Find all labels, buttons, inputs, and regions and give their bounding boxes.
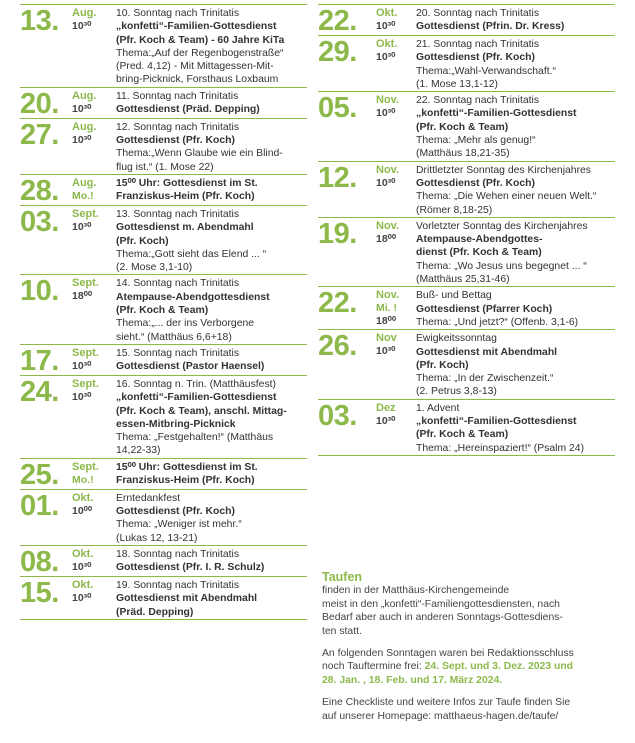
- service-day: 28.: [20, 174, 59, 207]
- service-month: Sept.: [72, 346, 99, 359]
- service-line: Gottesdienst (Pfr. I. R. Schulz): [116, 562, 265, 574]
- service-time: 10³⁰: [72, 359, 92, 372]
- service-line: Thema:„Wenn Glaube wie ein Blind-: [116, 148, 283, 160]
- service-time: 10³⁰: [72, 560, 92, 573]
- p1-line-2: meist in den „konfetti“-Familiengottesdiensten, nach: [322, 598, 560, 610]
- service-line: 15. Sonntag nach Trinitatis: [116, 347, 240, 359]
- service-time: 10³⁰: [376, 51, 396, 63]
- service-description: [116, 378, 307, 458]
- service-line: dienst (Pfr. Koch & Team): [416, 247, 542, 259]
- service-month: Sept.: [72, 277, 99, 290]
- service-line: (Römer 8,18-25): [416, 204, 493, 216]
- service-day: 08.: [20, 545, 59, 578]
- service-line: Thema: „In der Zwischenzeit.“: [416, 373, 554, 385]
- service-line: Gottesdienst (Pastor Haensel): [116, 361, 265, 373]
- service-month: Aug.: [72, 120, 97, 133]
- service-month: Okt.: [72, 491, 94, 504]
- service-time: 10³⁰: [376, 345, 396, 358]
- service-line: Atempause-Abendgottes-: [416, 234, 543, 246]
- service-description: [116, 461, 307, 489]
- service-line: Gottesdienst mit Abendmahl: [116, 593, 258, 605]
- service-month-time: [72, 208, 116, 274]
- service-line: „konfetti“-Familien-Gottesdienst: [116, 392, 277, 404]
- service-time: 10³⁰: [376, 414, 396, 427]
- service-line: 15⁰⁰ Uhr: Gottesdienst im St.: [116, 461, 258, 473]
- service-description: [116, 208, 307, 274]
- service-entry: [20, 545, 307, 576]
- service-time: Mo.!: [72, 189, 94, 202]
- service-day: 10.: [20, 275, 59, 308]
- service-entry: [318, 217, 615, 286]
- service-line: (Matthäus 25,31-46): [416, 274, 510, 286]
- service-line: (Lukas 12, 13-21): [116, 532, 198, 544]
- service-line: 16. Sonntag n. Trin. (Matthäusfest): [116, 378, 276, 390]
- service-time: 10⁰⁰: [72, 504, 93, 517]
- service-month: Nov.: [376, 289, 400, 302]
- service-day: 15.: [20, 576, 59, 609]
- service-time: 10³⁰: [72, 20, 92, 32]
- p2-line-2a: noch Tauftermine frei:: [322, 661, 425, 673]
- service-month: Aug.: [72, 176, 97, 189]
- p2-line-1: An folgenden Sonntagen waren bei Redaktionsschluss: [322, 648, 574, 660]
- service-line: Thema: „Wo Jesus uns begegnet ... “: [416, 260, 587, 272]
- service-line: Buß- und Bettag: [416, 290, 492, 302]
- service-line: Gottesdienst m. Abendmahl: [116, 222, 254, 234]
- service-month: Okt.: [376, 38, 398, 50]
- service-day: 24.: [20, 375, 59, 408]
- service-line: Gottesdienst (Präd. Depping): [116, 104, 260, 116]
- service-line: (Pfr. Koch): [116, 235, 169, 247]
- service-day: 19.: [318, 217, 357, 250]
- service-month-time: [376, 38, 416, 91]
- service-entry: [20, 375, 307, 458]
- service-day: 17.: [20, 344, 59, 377]
- service-line: 1. Advent: [416, 402, 460, 414]
- service-month: Okt.: [72, 578, 94, 591]
- service-month-time: [72, 548, 116, 576]
- service-line: Gottesdienst (Pfarrer Koch): [416, 303, 553, 315]
- service-time: 10³⁰: [72, 220, 92, 233]
- service-line: 21. Sonntag nach Trinitatis: [416, 39, 540, 50]
- service-day: 29.: [318, 36, 357, 68]
- left-column: [20, 4, 307, 620]
- p2-line-3: 28. Jan. , 18. Feb. und 17. März 2024.: [322, 674, 503, 686]
- service-line: (Pfr. Koch): [416, 359, 469, 371]
- service-time: 10³⁰: [376, 176, 396, 189]
- service-month: Nov.: [376, 219, 400, 232]
- service-line: 19. Sonntag nach Trinitatis: [116, 579, 240, 591]
- service-day: 01.: [20, 489, 59, 522]
- service-entry: [318, 286, 615, 329]
- service-description: [416, 289, 615, 329]
- service-line: Thema: „Und jetzt?“ (Offenb. 3,1-6): [416, 316, 579, 328]
- service-month: Sept.: [72, 377, 99, 390]
- service-line: 10. Sonntag nach Trinitatis: [116, 8, 240, 19]
- service-description: [416, 220, 615, 286]
- service-time: 18⁰⁰: [72, 290, 93, 303]
- service-description: [116, 177, 307, 205]
- service-line: Gottesdienst (Pfrin. Dr. Kress): [416, 21, 565, 33]
- service-description: [116, 277, 307, 343]
- service-line: Atempause-Abendgottesdienst: [116, 291, 270, 303]
- service-line: Thema:„Gott sieht das Elend ... “: [116, 248, 267, 260]
- service-entry: [318, 91, 615, 160]
- service-month-time: [72, 347, 116, 375]
- service-month-time: [376, 402, 416, 455]
- service-day: 22.: [318, 287, 357, 320]
- p3-line-1: Eine Checkliste und weitere Infos zur Taufe finden Sie: [322, 697, 571, 709]
- service-line: Thema:„Auf der Regenbogenstraße“: [116, 47, 284, 59]
- service-line: 14,22-33): [116, 445, 161, 457]
- service-line: Thema: „Festgehalten!“ (Matthäus: [116, 432, 274, 444]
- service-line: (2. Petrus 3,8-13): [416, 386, 497, 398]
- service-time: 18⁰⁰: [376, 232, 397, 245]
- service-month-time: [376, 220, 416, 286]
- service-entry: [318, 161, 615, 217]
- service-description: [416, 164, 615, 217]
- service-entry: [20, 4, 307, 87]
- service-description: [116, 548, 307, 576]
- service-month-time: [376, 332, 416, 398]
- service-line: Thema: „Weniger ist mehr.“: [116, 519, 242, 531]
- service-month-time: [72, 7, 116, 87]
- service-description: [116, 347, 307, 375]
- service-description: [116, 121, 307, 174]
- service-line: (Präd. Depping): [116, 606, 194, 618]
- service-month: Aug.: [72, 89, 97, 102]
- service-description: [416, 7, 615, 35]
- service-line: (2. Mose 3,1-10): [116, 262, 193, 274]
- service-line: (Pfr. Koch & Team): [116, 305, 209, 317]
- service-line: 12. Sonntag nach Trinitatis: [116, 121, 240, 133]
- service-month-time: [72, 579, 116, 619]
- service-time-2: 18⁰⁰: [376, 315, 397, 328]
- service-day: 03.: [318, 399, 357, 432]
- service-month-time: [376, 7, 416, 35]
- service-line: 15⁰⁰ Uhr: Gottesdienst im St.: [116, 177, 258, 189]
- service-description: [116, 90, 307, 118]
- service-month-time: [72, 378, 116, 458]
- service-month: Aug.: [72, 7, 97, 19]
- service-month: Nov.: [376, 94, 400, 107]
- service-entry: [20, 344, 307, 375]
- service-line: essen-Mitbring-Picknick: [116, 418, 236, 430]
- p1-line-3: Bedarf aber auch in anderen Sonntags-Gottesdiens-: [322, 612, 563, 624]
- service-entry: [20, 87, 307, 118]
- service-line: 22. Sonntag nach Trinitatis: [416, 95, 540, 107]
- service-line: „konfetti“-Familien-Gottesdienst: [416, 108, 577, 120]
- service-entry: [20, 174, 307, 205]
- service-entry: [20, 205, 307, 274]
- p1-line-4: ten statt.: [322, 625, 362, 637]
- service-day: 27.: [20, 118, 59, 151]
- service-day: 13.: [20, 5, 59, 37]
- service-line: (Pfr. Koch & Team) - 60 Jahre KiTa: [116, 34, 285, 46]
- service-day: 03.: [20, 205, 59, 238]
- baptism-info: [322, 571, 614, 732]
- service-month-time: [72, 177, 116, 205]
- service-month-time: [72, 90, 116, 118]
- service-line: Drittletzter Sonntag des Kirchenjahres: [416, 164, 591, 176]
- service-line: bring-Picknick, Forsthaus Loxbaum: [116, 74, 279, 86]
- service-month-time: [72, 121, 116, 174]
- baptism-paragraph-1: [322, 571, 614, 638]
- service-line: Thema:„Wahl-Verwandschaft.“: [416, 65, 556, 77]
- service-month-time: [72, 277, 116, 343]
- service-time: 10³⁰: [72, 390, 92, 403]
- service-entry: [20, 489, 307, 545]
- service-day: 20.: [20, 87, 59, 120]
- service-line: 18. Sonntag nach Trinitatis: [116, 548, 240, 560]
- service-day: 25.: [20, 458, 59, 491]
- service-line: Vorletzter Sonntag des Kirchenjahres: [416, 220, 588, 232]
- service-time: 10³⁰: [72, 591, 92, 604]
- service-entry: [20, 458, 307, 489]
- service-time: 10³⁰: [72, 133, 92, 146]
- service-description: [116, 579, 307, 619]
- service-line: flug ist.“ (1. Mose 22): [116, 161, 214, 173]
- service-description: [416, 94, 615, 160]
- service-description: [416, 38, 615, 91]
- service-description: [116, 7, 307, 87]
- service-line: Franziskus-Heim (Pfr. Koch): [116, 191, 255, 203]
- service-month-time: [376, 289, 416, 329]
- service-month: Okt.: [376, 7, 398, 19]
- baptism-paragraph-3: [322, 696, 614, 723]
- service-month: Nov.: [376, 163, 400, 176]
- service-entry: [20, 118, 307, 174]
- service-line: Ewigkeitssonntag: [416, 333, 497, 345]
- service-time: Mo.!: [72, 473, 94, 486]
- right-column: [318, 4, 615, 456]
- service-day: 22.: [318, 5, 357, 37]
- service-description: [116, 492, 307, 545]
- service-line: (1. Mose 13,1-12): [416, 78, 499, 90]
- service-line: (Matthäus 18,21-35): [416, 148, 510, 160]
- service-time: 10³⁰: [376, 107, 396, 120]
- service-time: Mi. !: [376, 302, 397, 315]
- service-line: Gottesdienst (Pfr. Koch): [116, 135, 235, 147]
- service-time: 10³⁰: [72, 102, 92, 115]
- service-entry: [20, 576, 307, 620]
- service-line: 11. Sonntag nach Trinitatis: [116, 90, 239, 102]
- baptism-paragraph-2: [322, 647, 614, 687]
- service-entry: [20, 274, 307, 343]
- p3-line-2: auf unserer Homepage: matthaeus-hagen.de/taufe/: [322, 710, 559, 722]
- service-description: [416, 332, 615, 398]
- service-line: sieht.“ (Matthäus 6,6+18): [116, 331, 232, 343]
- service-entry: [318, 399, 615, 456]
- service-line: Thema: „Mehr als genug!“: [416, 135, 536, 147]
- service-line: Gottesdienst mit Abendmahl: [416, 346, 558, 358]
- service-line: Erntedankfest: [116, 492, 181, 504]
- service-line: Gottesdienst (Pfr. Koch): [116, 506, 235, 518]
- service-entry: [318, 329, 615, 398]
- service-line: Thema: „Die Wehen einer neuen Welt.“: [416, 191, 597, 203]
- service-line: (Pfr. Koch & Team): [416, 429, 509, 441]
- service-line: (Pred. 4,12) - Mit Mittagessen-Mit-: [116, 61, 274, 73]
- service-line: Thema: „Hereinspaziert!“ (Psalm 24): [416, 442, 585, 454]
- service-month: Dez: [376, 401, 396, 414]
- service-month-time: [72, 492, 116, 545]
- service-month: Okt.: [72, 547, 94, 560]
- service-line: 20. Sonntag nach Trinitatis: [416, 8, 540, 19]
- service-entry: [318, 35, 615, 91]
- service-entry: [318, 4, 615, 35]
- service-day: 12.: [318, 161, 357, 194]
- service-line: Gottesdienst (Pfr. Koch): [416, 177, 535, 189]
- p1-line-1: finden in der Matthäus-Kirchengemeinde: [322, 585, 510, 597]
- p2-line-2b: 24. Sept. und 3. Dez. 2023 und: [424, 661, 574, 673]
- service-day: 26.: [318, 330, 357, 363]
- service-month-time: [72, 461, 116, 489]
- service-line: „konfetti“-Familien-Gottesdienst: [116, 21, 277, 33]
- service-month: Sept.: [72, 460, 99, 473]
- service-month-time: [376, 94, 416, 160]
- service-line: Franziskus-Heim (Pfr. Koch): [116, 475, 255, 487]
- taufen-heading: Taufen: [322, 570, 363, 584]
- service-line: (Pfr. Koch & Team): [416, 121, 509, 133]
- service-line: 13. Sonntag nach Trinitatis: [116, 208, 240, 220]
- service-description: [416, 402, 615, 455]
- service-month-time: [376, 164, 416, 217]
- service-month: Nov: [376, 332, 397, 345]
- service-line: Thema:„... der ins Verborgene: [116, 318, 255, 330]
- service-day: 05.: [318, 92, 357, 125]
- service-line: Gottesdienst (Pfr. Koch): [416, 52, 535, 64]
- service-month: Sept.: [72, 207, 99, 220]
- service-time: 10³⁰: [376, 20, 396, 32]
- service-line: 14. Sonntag nach Trinitatis: [116, 278, 240, 290]
- service-line: (Pfr. Koch & Team), anschl. Mittag-: [116, 405, 287, 417]
- service-line: „konfetti“-Familien-Gottesdienst: [416, 416, 577, 428]
